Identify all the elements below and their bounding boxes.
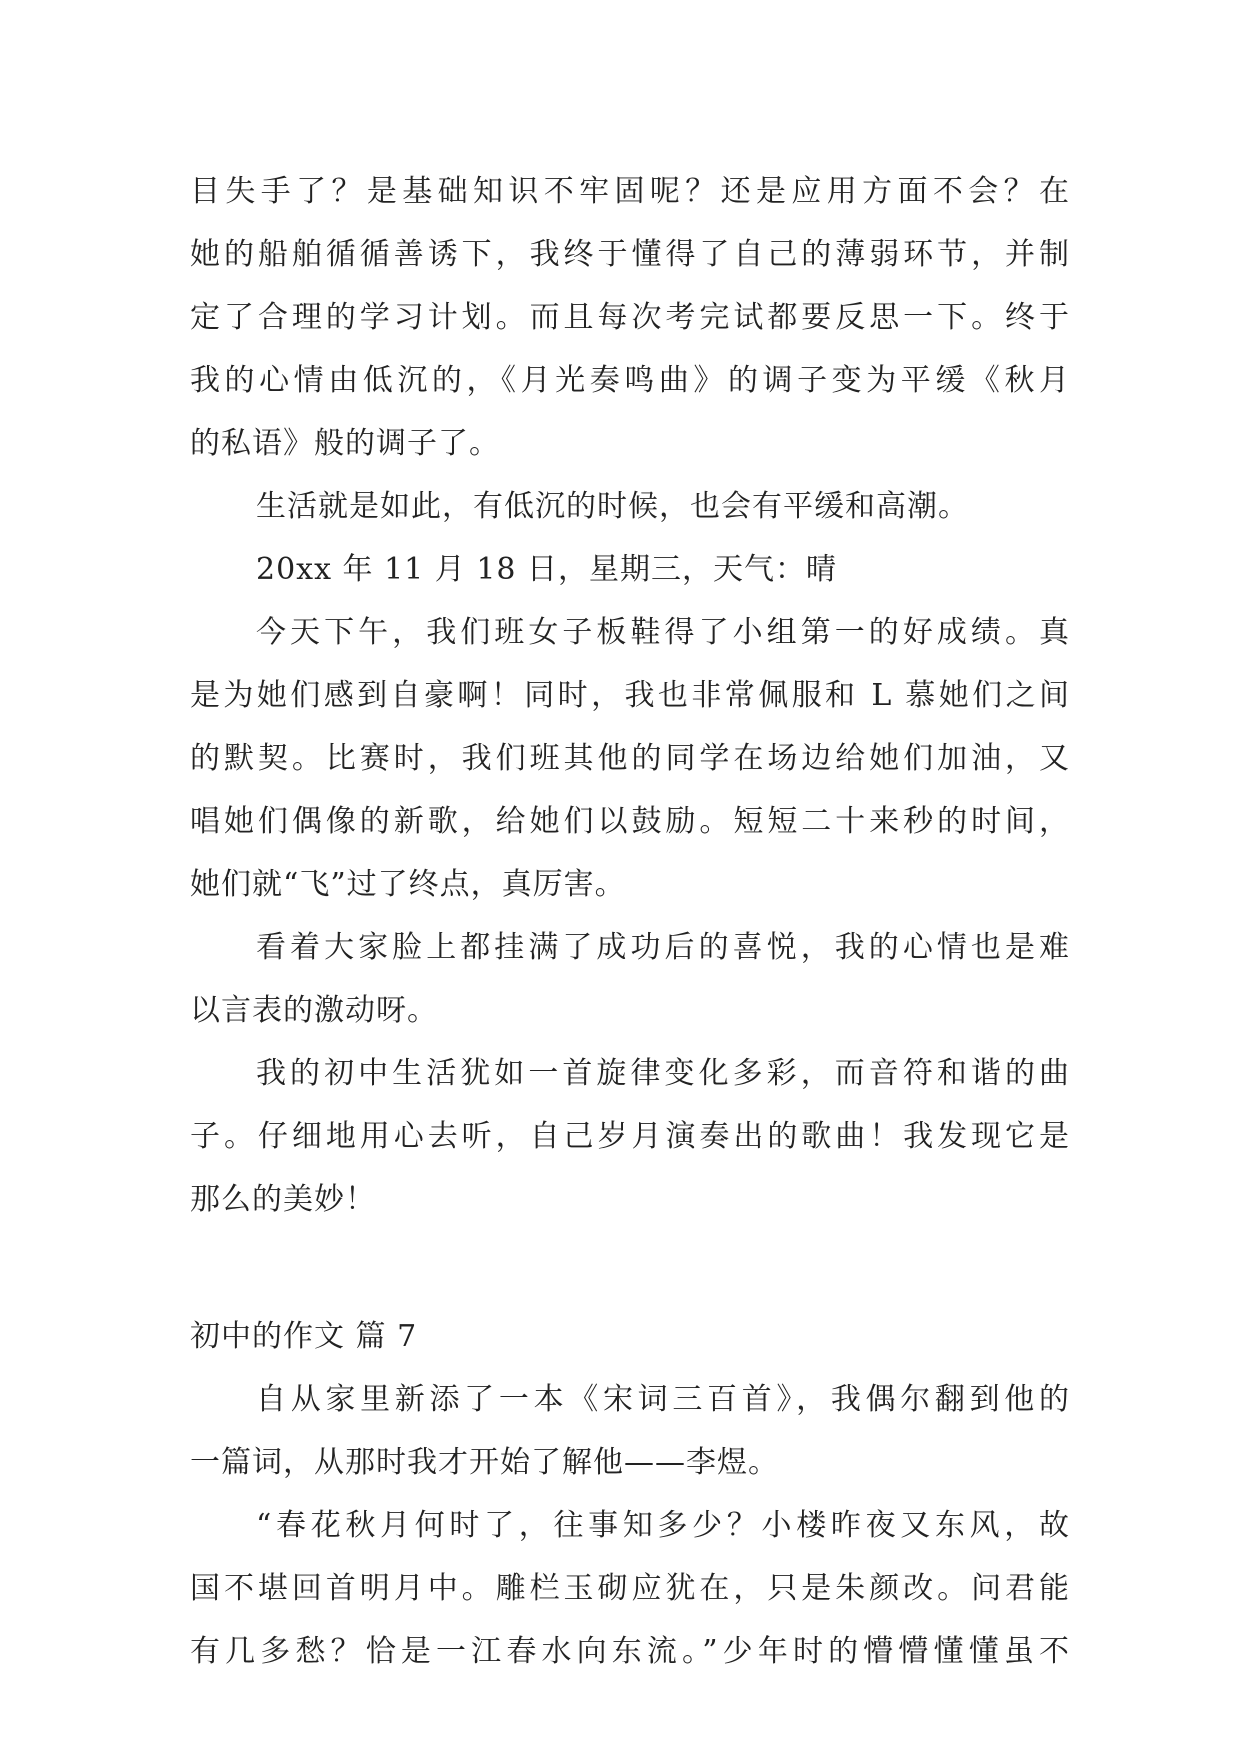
text-line: 子。仔细地用心去听，自己岁月演奏出的歌曲！我发现它是 [190,1119,1070,1154]
text-line: 今天下午，我们班女子板鞋得了小组第一的好成绩。真 [256,615,1070,650]
text-line: 生活就是如此，有低沉的时候，也会有平缓和高潮。 [256,489,969,524]
essay-body [190,160,1070,1683]
section-gap [190,1231,1070,1305]
text-line: “春花秋月何时了，往事知多少？小楼昨夜又东风，故 [256,1508,1070,1543]
text-line: 国不堪回首明月中。雕栏玉砌应犹在，只是朱颜改。问君能 [190,1571,1070,1606]
text-line: 看着大家脸上都挂满了成功后的喜悦，我的心情也是难 [256,930,1070,965]
text-line: 那么的美妙！ [190,1182,376,1217]
text-line: 唱她们偶像的新歌，给她们以鼓励。短短二十来秒的时间， [190,804,1070,839]
text-line: 目失手了？是基础知识不牢固呢？还是应用方面不会？在 [190,174,1070,209]
text-line: 一篇词，从那时我才开始了解他——李煜。 [190,1445,779,1480]
diary-date-line: 20xx 年 11 月 18 日，星期三，天气：晴 [256,552,838,587]
text-line: 我的初中生活犹如一首旋律变化多彩，而音符和谐的曲 [256,1056,1070,1091]
text-line: 有几多愁？恰是一江春水向东流。”少年时的懵懵懂懂虽不 [190,1634,1070,1669]
text-line: 我的心情由低沉的，《月光奏鸣曲》的调子变为平缓《秋月 [190,363,1070,398]
text-line: 是为她们感到自豪啊！同时，我也非常佩服和 L 慕她们之间 [190,678,1070,713]
text-line: 的私语》般的调子了。 [190,426,500,461]
section-heading: 初中的作文 篇 7 [190,1319,418,1354]
text-line: 她们就“飞”过了终点，真厉害。 [190,867,626,902]
text-line: 的默契。比赛时，我们班其他的同学在场边给她们加油，又 [190,741,1070,776]
text-line: 以言表的激动呀。 [190,993,438,1028]
text-line: 她的船舶循循善诱下，我终于懂得了自己的薄弱环节，并制 [190,237,1070,272]
text-line: 自从家里新添了一本《宋词三百首》，我偶尔翻到他的 [256,1382,1070,1417]
text-line: 定了合理的学习计划。而且每次考完试都要反思一下。终于 [190,300,1070,335]
